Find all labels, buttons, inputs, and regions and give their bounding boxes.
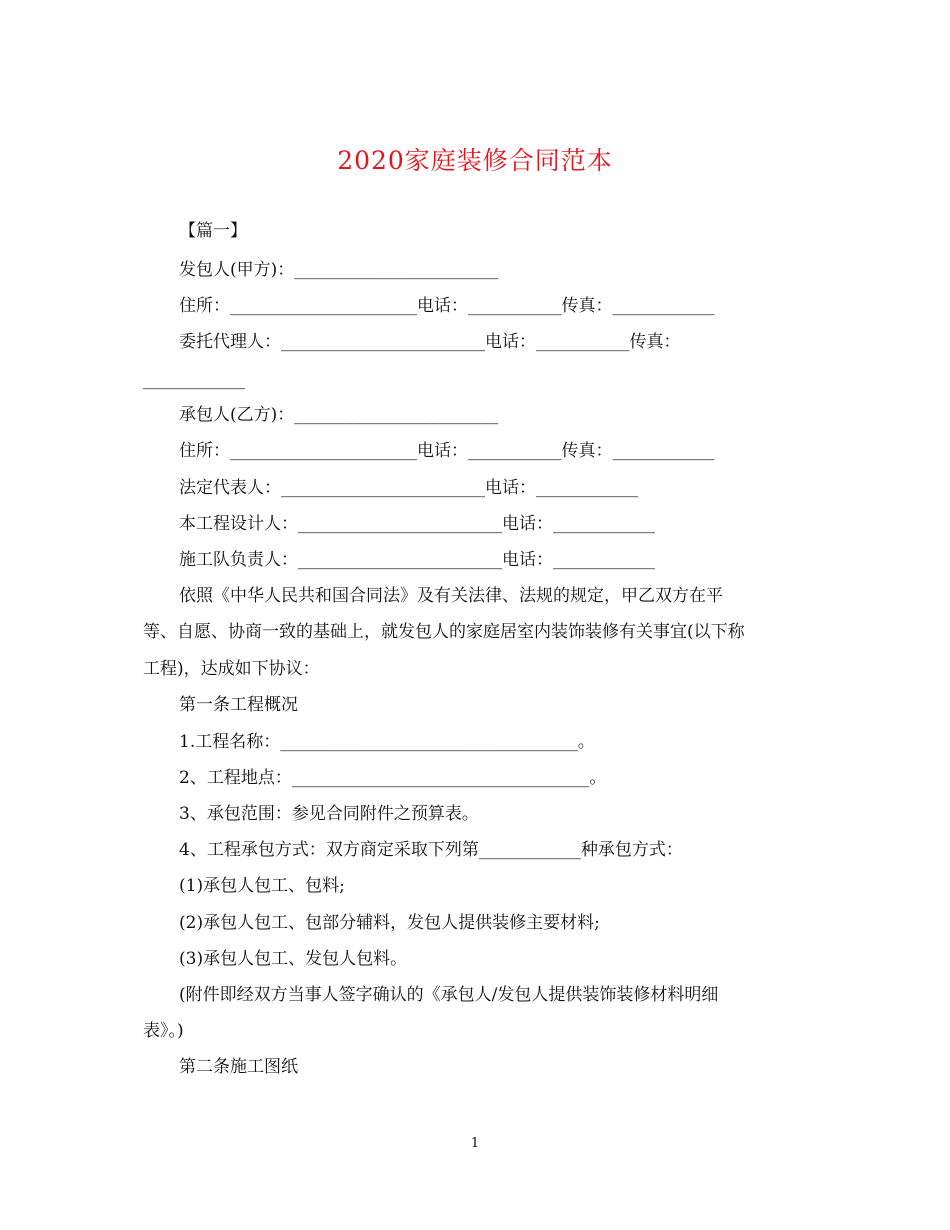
text-line: 发包人(甲方)：________________________	[179, 260, 499, 280]
text-line: 2、工程地点：___________________________________。	[179, 768, 607, 788]
text-line: 1.工程名称：___________________________________。	[179, 732, 595, 752]
text-line: 4、工程承包方式：双方商定采取下列第____________种承包方式：	[179, 840, 683, 860]
text-line: 表》。)	[143, 1021, 184, 1041]
text-line: (1)承包人包工、包料;	[179, 876, 345, 896]
text-line: 委托代理人：________________________电话：___________传真：	[179, 332, 681, 352]
page-number: 1	[470, 1136, 480, 1151]
text-line: 等、自愿、协商一致的基础上，就发包人的家庭居室内装饰装修有关事宜(以下称	[143, 622, 745, 642]
article-heading: 第一条工程概况	[179, 695, 298, 715]
text-line: 施工队负责人：________________________电话：____________	[179, 550, 655, 570]
text-line: 住所：______________________电话：___________传真：____________	[179, 441, 715, 461]
text-line: (附件即经双方当事人签字确认的《承包人/发包人提供装饰装修材料明细	[179, 985, 719, 1005]
text-line: 承包人(乙方)：________________________	[179, 405, 499, 425]
text-line: 本工程设计人：________________________电话：____________	[179, 514, 655, 534]
text-line: ____________	[143, 370, 245, 390]
text-line: 工程)，达成如下协议：	[143, 659, 320, 679]
text-line: (3)承包人包工、发包人包料。	[179, 949, 408, 969]
text-line: 3、承包范围：参见合同附件之预算表。	[179, 804, 479, 824]
text-line: 法定代表人：________________________电话：____________	[179, 478, 638, 498]
article-heading: 第二条施工图纸	[179, 1057, 298, 1077]
text-line: (2)承包人包工、包部分辅料，发包人提供装修主要材料;	[179, 913, 600, 933]
text-line: 住所：______________________电话：___________传真：____________	[179, 296, 715, 316]
document-title: 2020家庭装修合同范本	[337, 146, 613, 175]
text-line: 依照《中华人民共和国合同法》及有关法律、法规的规定，甲乙双方在平	[179, 586, 723, 606]
section-heading: 【篇一】	[179, 221, 247, 241]
